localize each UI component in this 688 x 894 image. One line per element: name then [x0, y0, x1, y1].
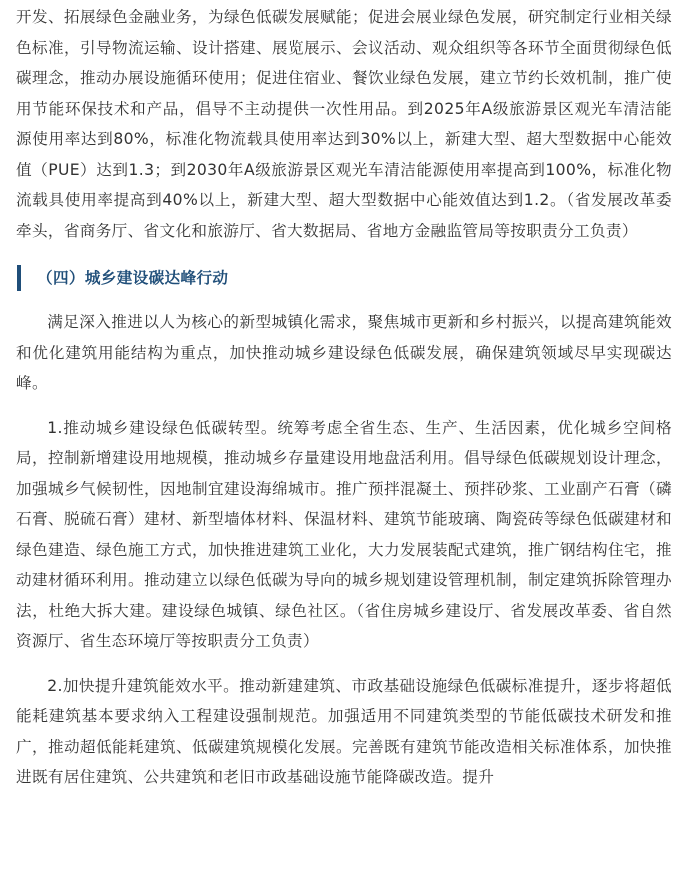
item-paragraph-1: 1.推动城乡建设绿色低碳转型。统筹考虑全省生态、生产、生活因素，优化城乡空间格局，控制新增建设用地规模，推动城乡存量建设用地盘活利用。倡导绿色低碳规划设计理念，加强城乡气候韧性，因地制宜建设海绵城市。推广预拌混凝土、预拌砂浆、工业副产石膏（磷石膏、脱硫石膏）建材、新型墙体材料、保温材料、建筑节能玻璃、陶瓷砖等绿色低碳建材和绿色建造、绿色施工方式，加快推进建筑工业化，大力发展装配式建筑，推广钢结构住宅，推动建材循环利用。推动建立以绿色低碳为导向的城乡规划建设管理机制，制定建筑拆除管理办法，杜绝大拆大建。建设绿色城镇、绿色社区。（省住房城乡建设厅、省发展改革委、省自然资源厅、省生态环境厅等按职责分工负责） [16, 418, 672, 650]
section-heading-text: （四）城乡建设碳达峰行动 [37, 269, 229, 287]
paragraph-gap [16, 399, 672, 413]
section-heading [16, 265, 672, 291]
article-body [0, 2, 688, 894]
item-paragraph-2: 2.加快提升建筑能效水平。推动新建建筑、市政基础设施绿色低碳标准提升，逐步将超低能耗建筑基本要求纳入工程建设强制规范。加强适用不同建筑类型的节能低碳技术研发和推广，推动超低能耗建筑、低碳建筑规模化发展。完善既有建筑节能改造相关标准体系，加快推进既有居住建筑、公共建筑和老旧市政基础设施节能降碳改造。提升 [16, 676, 672, 786]
paragraph-gap [16, 657, 672, 671]
heading-accent-bar [17, 265, 21, 291]
paragraph-continuation: 开发、拓展绿色金融业务，为绿色低碳发展赋能；促进会展业绿色发展，研究制定行业相关绿色标准，引导物流运输、设计搭建、展览展示、会议活动、观众组织等各环节全面贯彻绿色低碳理念，推动办展设施循环使用；促进住宿业、餐饮业绿色发展，建立节约长效机制，推广使用节能环保技术和产品，倡导不主动提供一次性用品。到2025年A级旅游景区观光车清洁能源使用率达到80%，标准化物流载具使用率达到30%以上，新建大型、超大型数据中心能效值（PUE）达到1.3；到2030年A级旅游景区观光车清洁能源使用率提高到100%，标准化物流载具使用率提高到40%以上，新建大型、超大型数据中心能效值达到1.2。（省发展改革委牵头，省商务厅、省文化和旅游厅、省大数据局、省地方金融监管局等按职责分工负责） [16, 8, 672, 240]
section-intro-paragraph: 满足深入推进以人为核心的新型城镇化需求，聚焦城市更新和乡村振兴，以提高建筑能效和优化建筑用能结构为重点，加快推动城乡建设绿色低碳发展，确保建筑领域尽早实现碳达峰。 [16, 313, 672, 392]
